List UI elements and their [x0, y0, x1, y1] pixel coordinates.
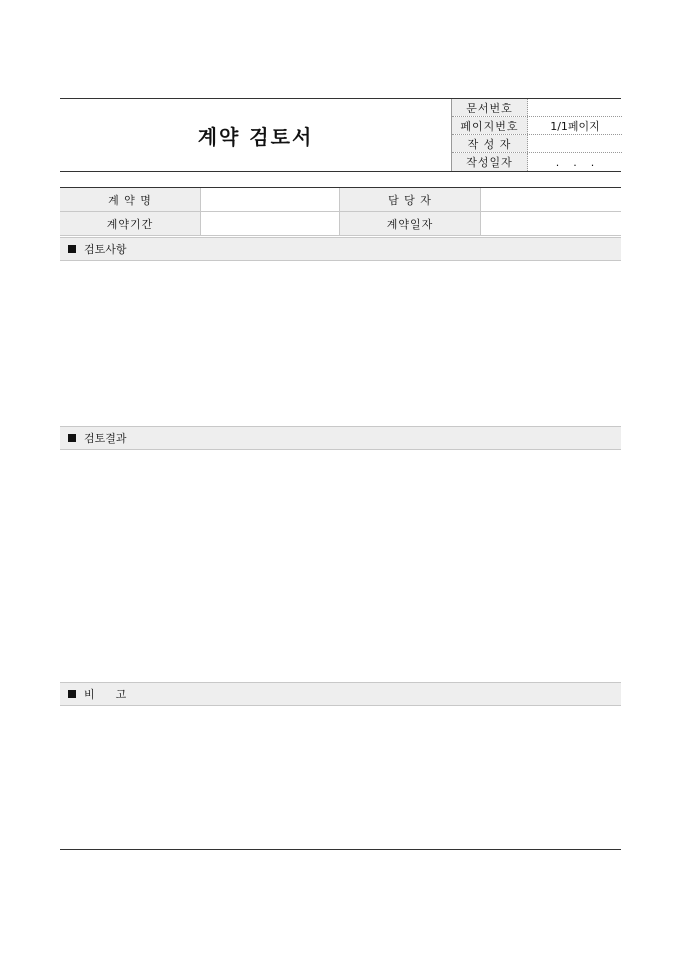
meta-label: 페이지번호: [452, 117, 528, 134]
meta-row-page-number: [452, 117, 622, 135]
section-title: 검토사항: [84, 243, 127, 256]
contract-info-table: [60, 187, 621, 236]
meta-label: 작성일자: [452, 153, 528, 171]
created-date-value[interactable]: . . .: [555, 155, 595, 169]
square-bullet-icon: [68, 434, 76, 442]
contract-date-label: 계약일자: [340, 212, 480, 235]
document-title: 계약 검토서: [197, 124, 314, 149]
contract-name-label: 계 약 명: [60, 188, 200, 211]
manager-field[interactable]: [480, 188, 621, 211]
section-review-result: [60, 426, 621, 450]
meta-label: 문서번호: [452, 99, 528, 116]
page-number-value: 1/1페이지: [550, 119, 600, 133]
review-items-body[interactable]: [60, 261, 621, 426]
meta-row-author: [452, 135, 622, 153]
contract-name-field[interactable]: [200, 188, 340, 211]
author-value[interactable]: [528, 135, 622, 152]
info-row: [60, 212, 621, 236]
meta-row-doc-number: [452, 99, 622, 117]
meta-row-date: [452, 153, 622, 171]
contract-period-label: 계약기간: [60, 212, 200, 235]
meta-label: 작 성 자: [452, 135, 528, 152]
document-header: [60, 98, 621, 172]
section-review-items: [60, 237, 621, 261]
manager-label: 담 당 자: [340, 188, 480, 211]
document-meta-table: [451, 99, 622, 171]
doc-number-value[interactable]: [528, 99, 622, 116]
section-remarks: [60, 682, 621, 706]
bottom-divider: [60, 849, 621, 850]
remarks-body[interactable]: [60, 706, 621, 848]
section-title: 비 고: [84, 688, 127, 701]
contract-date-field[interactable]: [480, 212, 621, 235]
square-bullet-icon: [68, 690, 76, 698]
section-title: 검토결과: [84, 432, 127, 445]
square-bullet-icon: [68, 245, 76, 253]
review-result-body[interactable]: [60, 450, 621, 682]
info-row: [60, 188, 621, 212]
contract-period-field[interactable]: [200, 212, 340, 235]
